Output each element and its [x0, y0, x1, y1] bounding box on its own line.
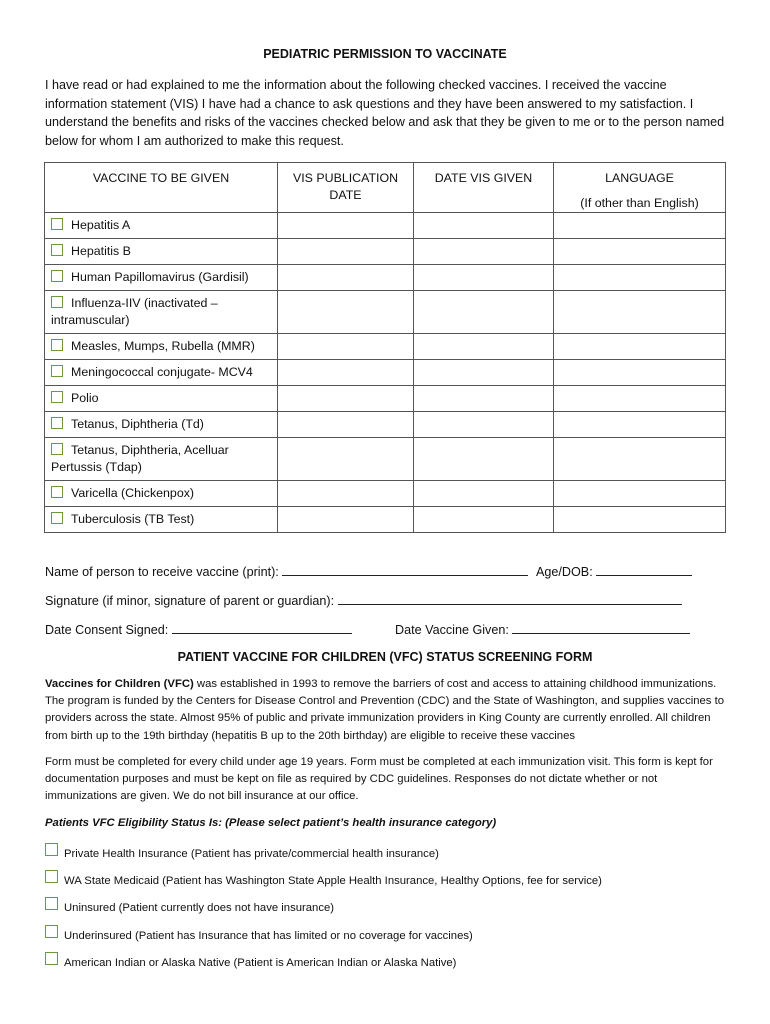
- age-input-line[interactable]: [596, 562, 692, 576]
- header-language-label: LANGUAGE: [605, 171, 674, 185]
- language-cell[interactable]: [554, 412, 726, 438]
- age-field: [536, 562, 692, 579]
- table-row: [45, 265, 726, 291]
- eligibility-option: [45, 870, 602, 887]
- vaccine-cell: [45, 412, 278, 438]
- date-vis-given-cell[interactable]: [414, 386, 554, 412]
- vis-date-cell[interactable]: [278, 386, 414, 412]
- table-row: [45, 412, 726, 438]
- eligibility-option: [45, 843, 439, 860]
- vaccine-checkbox[interactable]: [51, 391, 63, 403]
- eligibility-option-label: American Indian or Alaska Native (Patient is American Indian or Alaska Native): [64, 957, 457, 969]
- vis-date-cell[interactable]: [278, 507, 414, 533]
- date-consent-field: [45, 620, 352, 637]
- vaccine-label: Polio: [71, 391, 99, 405]
- vaccine-checkbox[interactable]: [51, 417, 63, 429]
- eligibility-option-label: Private Health Insurance (Patient has private/commercial health insurance): [64, 848, 439, 860]
- consent-paragraph: I have read or had explained to me the information about the following checked vaccines. I received the vaccine information statement (VIS) I have had a chance to ask questions and they have been answered to my satisfaction. I understand the benefits and risks of the vaccines checked below and ask that they be given to me or to the person named below for whom I am authorized to make this request.: [45, 78, 725, 148]
- date-vis-given-cell[interactable]: [414, 291, 554, 334]
- vis-date-cell[interactable]: [278, 412, 414, 438]
- vaccine-label-cont: intramuscular): [51, 313, 130, 327]
- language-cell[interactable]: [554, 360, 726, 386]
- table-row: [45, 239, 726, 265]
- vaccine-label: Influenza-IIV (inactivated –: [71, 296, 218, 310]
- vaccine-checkbox[interactable]: [51, 443, 63, 455]
- vaccine-label: Measles, Mumps, Rubella (MMR): [71, 339, 255, 353]
- eligibility-option: [45, 925, 473, 942]
- vfc-instructions: Form must be completed for every child under age 19 years. Form must be completed at each immunization visit. This form is kept for documentation purposes and must be kept on file as required by CDC guidelines. Responses do not dictate whether or not immunizations are given. We do not bill insurance at our office.: [45, 756, 713, 803]
- date-vis-given-cell[interactable]: [414, 438, 554, 481]
- language-cell[interactable]: [554, 481, 726, 507]
- header-vis-publication-date: [278, 163, 414, 213]
- vaccine-label: Human Papillomavirus (Gardisil): [71, 270, 249, 284]
- vaccine-checkbox[interactable]: [51, 218, 63, 230]
- signature-field: [45, 591, 682, 608]
- name-label: Name of person to receive vaccine (print):: [45, 565, 279, 579]
- vaccine-label: Varicella (Chickenpox): [71, 486, 195, 500]
- vaccine-label: Tetanus, Diphtheria (Td): [71, 417, 204, 431]
- eligibility-checkbox[interactable]: [45, 925, 58, 938]
- table-row: [45, 386, 726, 412]
- vis-date-cell[interactable]: [278, 239, 414, 265]
- eligibility-checkbox[interactable]: [45, 870, 58, 883]
- table-header-row: [45, 163, 726, 213]
- date-vis-given-cell[interactable]: [414, 213, 554, 239]
- header-date-vis-given: DATE VIS GIVEN: [414, 163, 554, 213]
- vfc-title: PATIENT VACCINE FOR CHILDREN (VFC) STATUS SCREENING FORM: [177, 650, 593, 664]
- language-cell[interactable]: [554, 334, 726, 360]
- vis-date-cell[interactable]: [278, 438, 414, 481]
- vaccine-cell: [45, 507, 278, 533]
- vaccine-checkbox[interactable]: [51, 244, 63, 256]
- eligibility-option: [45, 897, 334, 914]
- eligibility-checkbox[interactable]: [45, 843, 58, 856]
- form-title: PEDIATRIC PERMISSION TO VACCINATE: [263, 47, 507, 61]
- vaccine-label-cont: Pertussis (Tdap): [51, 460, 142, 474]
- vaccine-label: Hepatitis A: [71, 218, 131, 232]
- signature-label: Signature (if minor, signature of parent or guardian):: [45, 594, 335, 608]
- vaccine-cell: [45, 334, 278, 360]
- vis-date-cell[interactable]: [278, 334, 414, 360]
- table-row: [45, 334, 726, 360]
- table-row: [45, 481, 726, 507]
- vis-date-cell[interactable]: [278, 481, 414, 507]
- header-vaccine: VACCINE TO BE GIVEN: [45, 163, 278, 213]
- vaccine-checkbox[interactable]: [51, 486, 63, 498]
- language-cell[interactable]: [554, 438, 726, 481]
- language-cell[interactable]: [554, 386, 726, 412]
- header-vis-line2: DATE: [329, 188, 362, 202]
- eligibility-option: [45, 952, 456, 969]
- date-vis-given-cell[interactable]: [414, 412, 554, 438]
- vaccine-checkbox[interactable]: [51, 365, 63, 377]
- date-given-field: [395, 620, 690, 637]
- eligibility-option-label: Underinsured (Patient has Insurance that has limited or no coverage for vaccines): [64, 930, 473, 942]
- vaccine-checkbox[interactable]: [51, 270, 63, 282]
- name-field: [45, 562, 528, 579]
- eligibility-checkbox[interactable]: [45, 897, 58, 910]
- table-row: [45, 291, 726, 334]
- language-cell[interactable]: [554, 213, 726, 239]
- vaccine-cell: [45, 239, 278, 265]
- vaccine-label: Meningococcal conjugate- MCV4: [71, 365, 253, 379]
- table-row: [45, 213, 726, 239]
- date-consent-label: Date Consent Signed:: [45, 623, 169, 637]
- table-row: [45, 438, 726, 481]
- vaccine-checkbox[interactable]: [51, 296, 63, 308]
- vaccine-cell: [45, 213, 278, 239]
- language-cell[interactable]: [554, 265, 726, 291]
- eligibility-checkbox[interactable]: [45, 952, 58, 965]
- vaccine-cell: [45, 360, 278, 386]
- vis-date-cell[interactable]: [278, 360, 414, 386]
- signature-input-line[interactable]: [338, 591, 682, 605]
- date-vis-given-cell[interactable]: [414, 360, 554, 386]
- vaccine-checkbox[interactable]: [51, 339, 63, 351]
- eligibility-heading: Patients VFC Eligibility Status Is: (Please select patient’s health insurance category): [45, 817, 497, 829]
- vis-date-cell[interactable]: [278, 265, 414, 291]
- date-given-label: Date Vaccine Given:: [395, 623, 509, 637]
- date-vis-given-cell[interactable]: [414, 334, 554, 360]
- table-row: [45, 507, 726, 533]
- vaccine-cell: [45, 481, 278, 507]
- table-row: [45, 360, 726, 386]
- vaccine-label: Tetanus, Diphtheria, Acelluar: [71, 443, 229, 457]
- language-cell[interactable]: [554, 291, 726, 334]
- vfc-description-lead: Vaccines for Children (VFC): [45, 678, 194, 690]
- date-vis-given-cell[interactable]: [414, 507, 554, 533]
- vfc-description: [45, 676, 730, 745]
- date-vis-given-cell[interactable]: [414, 239, 554, 265]
- vaccine-label: Tuberculosis (TB Test): [71, 512, 195, 526]
- vaccine-cell: [45, 265, 278, 291]
- vaccine-cell: [45, 386, 278, 412]
- vis-date-cell[interactable]: [278, 291, 414, 334]
- vaccine-cell: [45, 438, 278, 481]
- language-cell[interactable]: [554, 239, 726, 265]
- vfc-description-body: was established in 1993 to remove the barriers of cost and access to attaining childhood immunizations. The program is funded by the Centers for Disease Control and Prevention (CDC) and the State of Washington, and supplies vaccines to providers across the state. Almost 95% of public and private immunization providers in King County are currently enrolled. All children from birth up to the 19th birthday (hepatitis B up to the 20th birthday) are eligible to receive these vaccines: [45, 678, 725, 742]
- date-vis-given-cell[interactable]: [414, 481, 554, 507]
- vaccine-cell: [45, 291, 278, 334]
- name-input-line[interactable]: [282, 562, 528, 576]
- vaccine-table: [44, 162, 726, 533]
- vis-date-cell[interactable]: [278, 213, 414, 239]
- header-language: [554, 163, 726, 213]
- vaccine-label: Hepatitis B: [71, 244, 131, 258]
- header-language-note: (If other than English): [580, 196, 699, 210]
- age-label: Age/DOB:: [536, 565, 593, 579]
- header-vis-line1: VIS PUBLICATION: [292, 171, 399, 185]
- date-given-input-line[interactable]: [512, 620, 690, 634]
- vaccine-checkbox[interactable]: [51, 512, 63, 524]
- date-consent-input-line[interactable]: [172, 620, 352, 634]
- eligibility-option-label: Uninsured (Patient currently does not have insurance): [64, 902, 335, 914]
- eligibility-option-label: WA State Medicaid (Patient has Washington State Apple Health Insurance, Healthy Options, fee for service): [64, 875, 602, 887]
- language-cell[interactable]: [554, 507, 726, 533]
- date-vis-given-cell[interactable]: [414, 265, 554, 291]
